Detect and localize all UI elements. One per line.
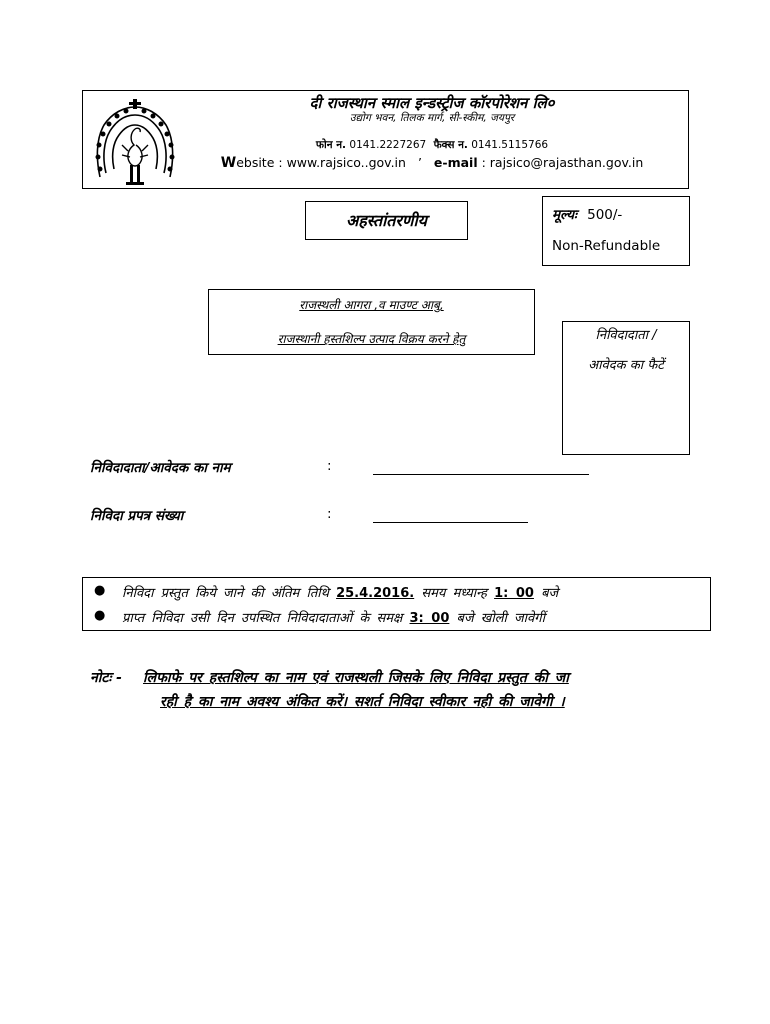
contact-phone-fax bbox=[180, 138, 684, 152]
applicant-name-input-line[interactable] bbox=[373, 474, 589, 475]
fax-label: फैक्स न. bbox=[433, 139, 468, 151]
price-label: मूल्यः bbox=[552, 207, 577, 223]
photo-label-1: निविदादाता / bbox=[595, 328, 657, 343]
organization-name: दी राजस्थान स्माल इन्डस्ट्रीज कॉरपोरेशन लि० bbox=[309, 94, 555, 112]
subject-line-2: राजस्थानी हस्तशिल्प उत्पाद विक्रय करने हेतु bbox=[277, 332, 466, 346]
applicant-name-label: निविदादाता/आवेदक का नाम bbox=[90, 460, 231, 476]
opening-end: बजे खोली जावेगीं bbox=[456, 611, 545, 626]
note-line-1: लिफाफे पर हस्तशिल्प का नाम एवं राजस्थली जिसके लिए निविदा प्रस्तुत की जा bbox=[143, 670, 569, 686]
deadline-mid: समय मध्यान्ह bbox=[421, 586, 487, 601]
deadline-end: बजे bbox=[541, 586, 559, 601]
website-url[interactable]: www.rajsico..gov.in bbox=[286, 155, 406, 170]
form-number-input-line[interactable] bbox=[373, 522, 528, 523]
peacock-logo-icon bbox=[92, 99, 178, 187]
info-line-2 bbox=[122, 608, 545, 626]
fax-number: 0141.5115766 bbox=[471, 139, 549, 151]
applicant-name-colon: : bbox=[327, 458, 332, 474]
price-line bbox=[552, 205, 622, 223]
website-label: Website : bbox=[220, 155, 283, 171]
opening-text: प्राप्त निविदा उसी दिन उपस्थित निविदादाताओं के समक्ष bbox=[122, 611, 403, 626]
contact-web-email bbox=[180, 155, 684, 171]
email-label: e-mail bbox=[433, 155, 478, 170]
organization-address: उद्योग भवन, तिलक मार्ग, सी-स्कीम, जयपुर bbox=[349, 112, 515, 124]
info-line-1 bbox=[122, 583, 558, 601]
note-line-2: रही है का नाम अवश्य अंकित करें। सशर्त निविदा स्वीकार नही की जावेगी । bbox=[160, 694, 565, 710]
photo-label-2: आवेदक का फैटें bbox=[588, 358, 664, 373]
note-label: नोटः - bbox=[90, 670, 122, 686]
deadline-time: 1: 00 bbox=[494, 586, 534, 601]
email-address[interactable]: : rajsico@rajasthan.gov.in bbox=[481, 155, 644, 170]
phone-number: 0141.2227267 bbox=[349, 139, 427, 151]
phone-label: फोन न. bbox=[315, 139, 347, 151]
price-value: 500/- bbox=[587, 207, 623, 223]
non-transferable-title: अहस्तांतरणीय bbox=[305, 201, 468, 240]
deadline-date: 25.4.2016. bbox=[336, 586, 415, 601]
form-number-label: निविदा प्रपत्र संख्या bbox=[90, 508, 184, 524]
bullet-icon: ● bbox=[94, 583, 106, 598]
form-number-colon: : bbox=[327, 506, 332, 522]
opening-time: 3: 00 bbox=[409, 611, 450, 626]
refund-note: Non-Refundable bbox=[552, 238, 661, 254]
subject-line-1: राजस्थली आगरा ,व माउण्ट आबु, bbox=[299, 298, 444, 312]
bullet-icon: ● bbox=[94, 608, 106, 623]
separator: ’ bbox=[417, 155, 422, 170]
deadline-text: निविदा प्रस्तुत किये जाने की अंतिम तिथि bbox=[122, 586, 329, 601]
